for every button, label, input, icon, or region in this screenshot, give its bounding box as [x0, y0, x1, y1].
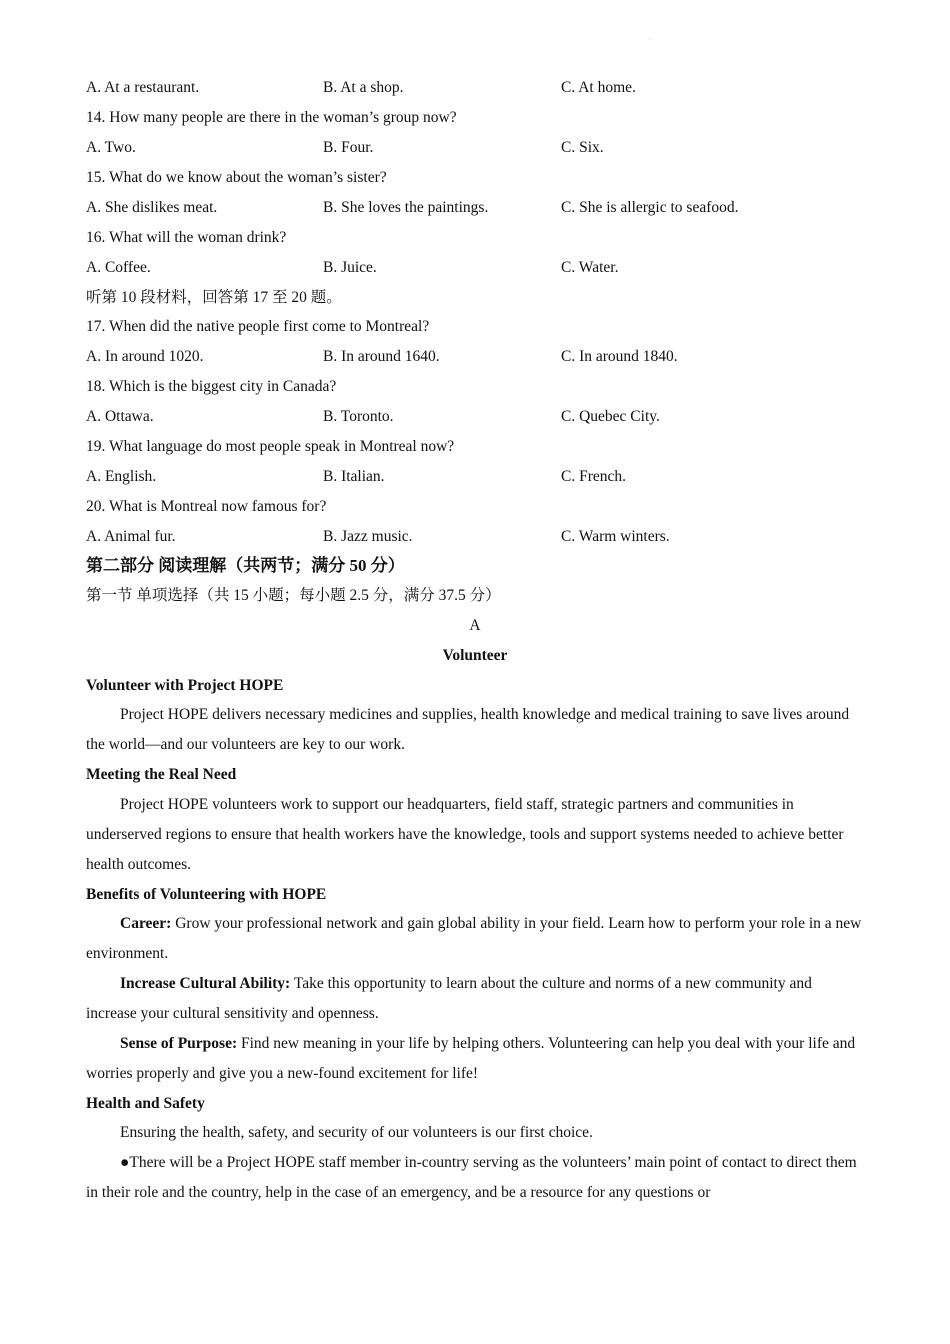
- q14-option-a: A. Two.: [86, 139, 136, 156]
- q19-stem: 19. What language do most people speak in Montreal now?: [86, 438, 455, 455]
- q18-stem: 18. Which is the biggest city in Canada?: [86, 378, 337, 395]
- benefit-career: [86, 909, 866, 969]
- part-two-title: 第二部分 阅读理解（共两节；满分 50 分）: [86, 556, 405, 575]
- paragraph-safety: Ensuring the health, safety, and security of our volunteers is our first choice.: [120, 1124, 593, 1141]
- q14-stem: 14. How many people are there in the woman’s group now?: [86, 109, 457, 126]
- benefit-cultural-label: Increase Cultural Ability:: [120, 975, 291, 992]
- benefit-purpose-text: Find new meaning in your life by helping others. Volunteering can help you deal with your life and worries properly and give you a new-found excitement for life!: [86, 1035, 856, 1082]
- q17-option-b: B. In around 1640.: [323, 348, 440, 365]
- q19-option-c: C. French.: [561, 468, 627, 485]
- q20-option-a: A. Animal fur.: [86, 528, 176, 545]
- section-one-title: 第一节 单项选择（共 15 小题；每小题 2.5 分，满分 37.5 分）: [86, 587, 501, 604]
- q16-stem: 16. What will the woman drink?: [86, 229, 287, 246]
- heading-benefits: Benefits of Volunteering with HOPE: [86, 886, 327, 903]
- q20-stem: 20. What is Montreal now famous for?: [86, 498, 327, 515]
- heading-meeting-need: Meeting the Real Need: [86, 766, 237, 783]
- scan-speck: [649, 38, 650, 39]
- benefit-purpose: [86, 1029, 866, 1089]
- benefit-purpose-label: Sense of Purpose:: [120, 1035, 238, 1052]
- q15-option-b: B. She loves the paintings.: [323, 199, 489, 216]
- heading-volunteer-with-hope: Volunteer with Project HOPE: [86, 677, 284, 694]
- q20-option-c: C. Warm winters.: [561, 528, 670, 545]
- q18-option-c: C. Quebec City.: [561, 408, 660, 425]
- q17-option-c: C. In around 1840.: [561, 348, 678, 365]
- passage-letter: A: [469, 617, 481, 634]
- q16-option-b: B. Juice.: [323, 259, 377, 276]
- q15-option-a: A. She dislikes meat.: [86, 199, 218, 216]
- q18-option-b: B. Toronto.: [323, 408, 394, 425]
- q17-stem: 17. When did the native people first come to Montreal?: [86, 318, 430, 335]
- paragraph-need: Project HOPE volunteers work to support our headquarters, field staff, strategic partners and communities in underserved regions to ensure that health workers have the knowledge, tools and support systems needed to achieve better health outcomes.: [86, 796, 844, 873]
- q17-option-a: A. In around 1020.: [86, 348, 204, 365]
- q20-option-b: B. Jazz music.: [323, 528, 413, 545]
- passage-title: Volunteer: [442, 647, 508, 664]
- q13-option-c: C. At home.: [561, 79, 636, 96]
- q18-option-a: A. Ottawa.: [86, 408, 154, 425]
- q16-option-c: C. Water.: [561, 259, 619, 276]
- benefit-cultural-text: Take this opportunity to learn about the culture and norms of a new community and increase your cultural sensitivity and openness.: [86, 975, 812, 1022]
- listening-instruction: 听第 10 段材料，回答第 17 至 20 题。: [86, 289, 342, 306]
- heading-health-safety: Health and Safety: [86, 1095, 205, 1112]
- q13-option-a: A. At a restaurant.: [86, 79, 200, 96]
- paragraph-intro: Project HOPE delivers necessary medicines and supplies, health knowledge and medical training to save lives around the world—and our volunteers are key to our work.: [86, 706, 850, 753]
- benefit-cultural: [86, 969, 866, 1029]
- q15-option-c: C. She is allergic to seafood.: [561, 199, 739, 216]
- bullet-staff-member: ●There will be a Project HOPE staff member in-country serving as the volunteers’ main point of contact to direct them in their role and the country, help in the case of an emergency, and be a resource for any questions or: [86, 1154, 857, 1201]
- q16-option-a: A. Coffee.: [86, 259, 151, 276]
- q15-stem: 15. What do we know about the woman’s sister?: [86, 169, 387, 186]
- q19-option-a: A. English.: [86, 468, 157, 485]
- benefit-career-label: Career:: [120, 915, 172, 932]
- q13-option-b: B. At a shop.: [323, 79, 404, 96]
- q14-option-b: B. Four.: [323, 139, 374, 156]
- q19-option-b: B. Italian.: [323, 468, 385, 485]
- q14-option-c: C. Six.: [561, 139, 604, 156]
- benefit-career-text: Grow your professional network and gain global ability in your field. Learn how to perform your role in a new environment.: [86, 915, 862, 962]
